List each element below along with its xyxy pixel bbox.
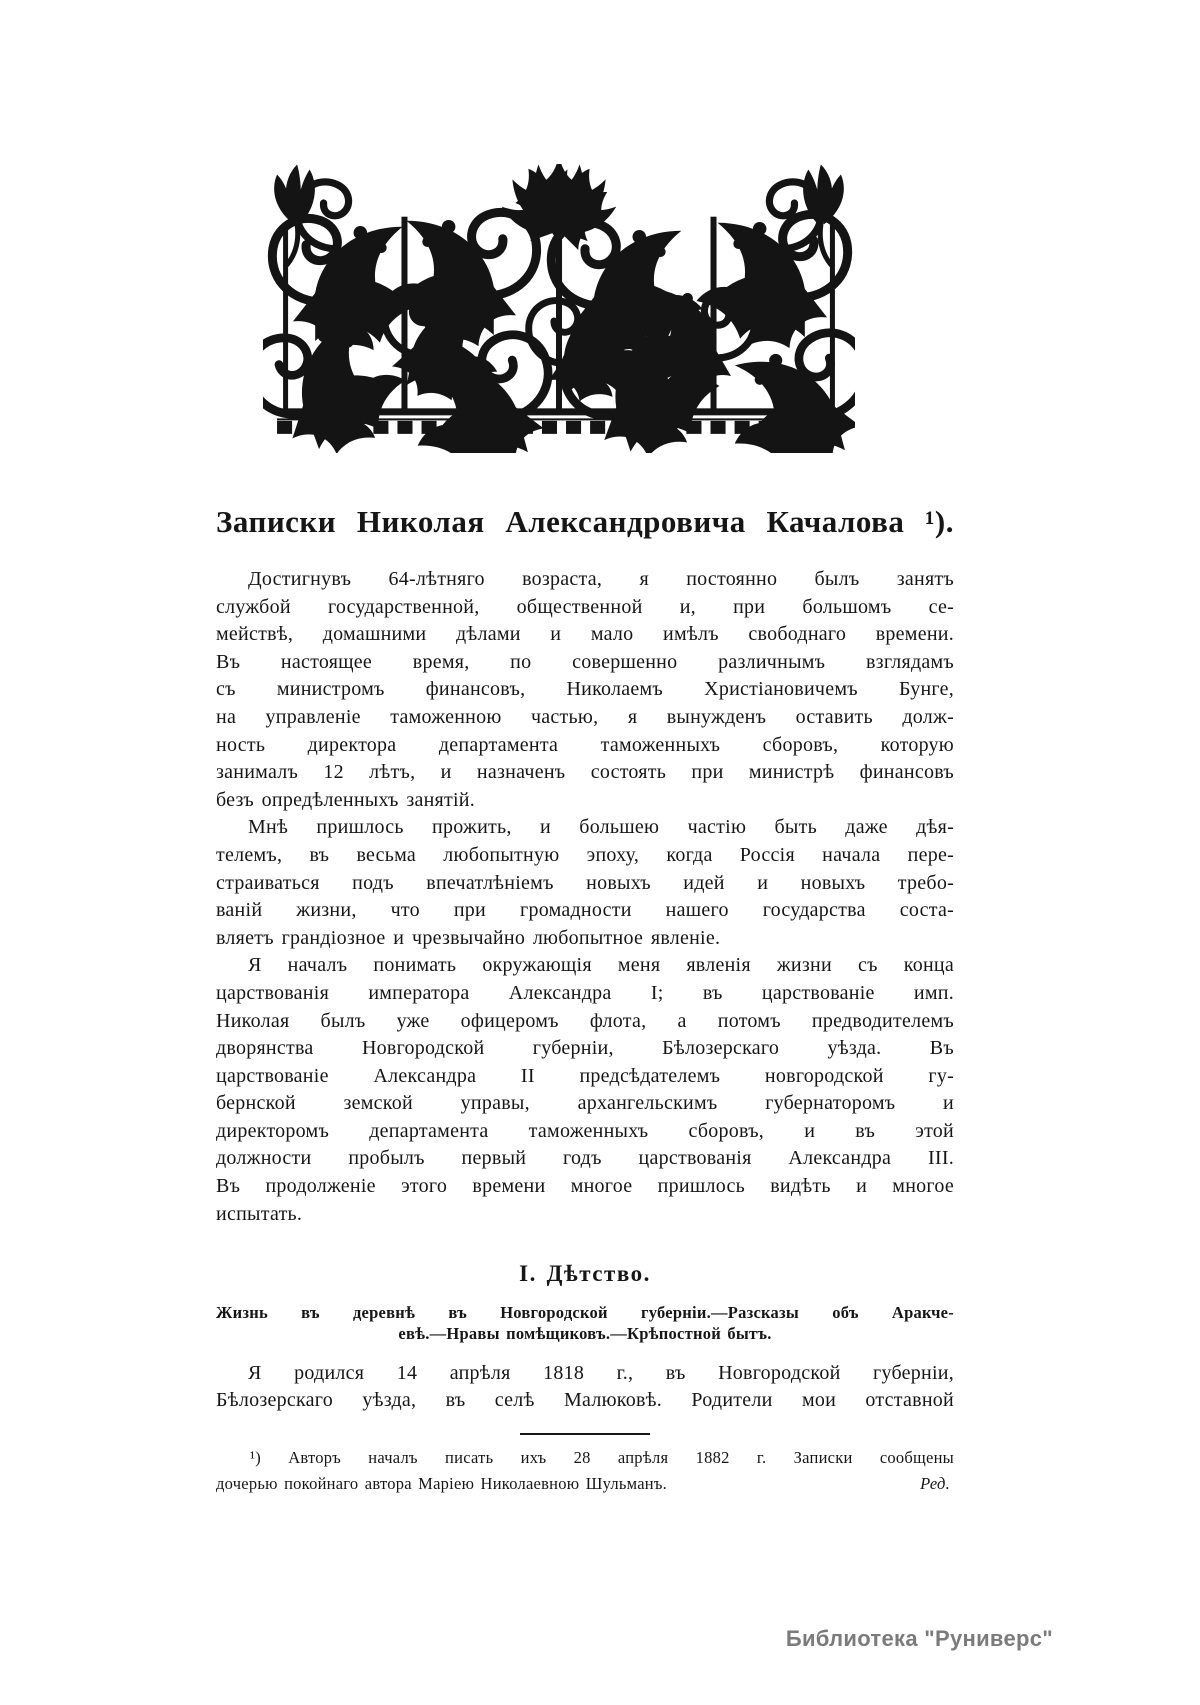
text-line: съ министромъ финансовъ, Николаемъ Христіановичемъ Бунге, [216, 678, 954, 701]
text-line: дворянства Новгородской губерніи, Бѣлозерскаго уѣзда. Въ [216, 1037, 954, 1060]
page-body-text [216, 566, 954, 1496]
footnote-line [216, 1471, 954, 1497]
text-line: Въ настоящее время, по совершенно различнымъ взглядамъ [216, 650, 954, 673]
footnote-divider [520, 1433, 650, 1435]
paragraph [216, 1360, 954, 1415]
text-line: директоромъ департамента таможенныхъ сборовъ, и въ этой [216, 1119, 954, 1142]
text-line: безъ опредѣленныхъ занятій. [216, 788, 475, 811]
subtitle-line: евѣ.—Нравы помѣщиковъ.—Крѣпостной бытъ. [398, 1324, 772, 1344]
text-line: вляетъ грандіозное и чрезвычайно любопытное явленіе. [216, 926, 721, 949]
text-line: службой государственной, общественной и, при большомъ се- [216, 595, 954, 618]
text-line: царствованія императора Александра I; въ царствованіе имп. [216, 981, 954, 1004]
text-line: ваній жизни, что при громадности нашего государства соста- [216, 899, 954, 922]
text-line: Бѣлозерскаго уѣзда, въ селѣ Малюковѣ. Родители мои отставной [216, 1389, 954, 1412]
text-line: телемъ, въ весьма любопытную эпоху, когда Россія начала пере- [216, 843, 954, 866]
floral-engraving-graphic [263, 164, 855, 453]
runivers-library-watermark: Библиотека "Руниверс" [785, 1626, 1053, 1651]
footnote-line: ¹) Авторъ началъ писать ихъ 28 апрѣля 1882 г. Записки сообщены [250, 1448, 954, 1468]
text-line: ность директора департамента таможенныхъ сборовъ, которую [216, 733, 954, 756]
text-line: Я началъ понимать окружающія меня явленія жизни съ конца [248, 954, 954, 977]
text-line: Николая былъ уже офицеромъ флота, а потомъ предводителемъ [216, 1009, 954, 1032]
text-line: страиваться подъ впечатлѣніемъ новыхъ идей и новыхъ требо- [216, 871, 954, 894]
text-line: Достигнувъ 64-лѣтняго возраста, я постоянно былъ занятъ [248, 568, 954, 590]
paragraph [216, 814, 954, 952]
chapter-subtitle [216, 1302, 954, 1345]
text-line: должности пробылъ первый годъ царствованія Александра III. [216, 1147, 954, 1170]
chapter-heading: I. Дѣтство. [519, 1261, 651, 1287]
subtitle-line: Жизнь въ деревнѣ въ Новгородской губерніи.—Разсказы объ Аракче- [216, 1302, 954, 1322]
text-line: Мнѣ пришлось прожить, и большею частію быть даже дѣя- [248, 816, 954, 839]
paragraph [216, 952, 954, 1228]
text-line: бернской земской управы, архангельскимъ губернаторомъ и [216, 1092, 954, 1115]
text-line: царствованіе Александра II предсѣдателемъ новгородской гу- [216, 1064, 954, 1087]
footnote-text: дочерью покойнаго автора Маріею Николаевною Шульманъ. [216, 1473, 668, 1493]
text-line: занималъ 12 лѣтъ, и назначенъ состоять при министрѣ финансовъ [216, 761, 954, 784]
book-title: Записки Николая Александровича Качалова ¹). [216, 504, 954, 539]
text-line: на управленіе таможенною частью, я вынужденъ оставить долж- [216, 705, 954, 728]
editor-signature: Ред. [920, 1473, 950, 1493]
floral-woodcut-headpiece [263, 164, 855, 453]
footnote [216, 1445, 954, 1496]
text-line: мействѣ, домашними дѣлами и мало имѣлъ свободнаго времени. [216, 623, 954, 646]
text-line: Я родился 14 апрѣля 1818 г., въ Новгородской губерніи, [248, 1361, 954, 1384]
text-line: испытать. [216, 1202, 303, 1225]
text-line: Въ продолженіе этого времени многое пришлось видѣть и многое [216, 1175, 954, 1198]
paragraph [216, 566, 954, 814]
